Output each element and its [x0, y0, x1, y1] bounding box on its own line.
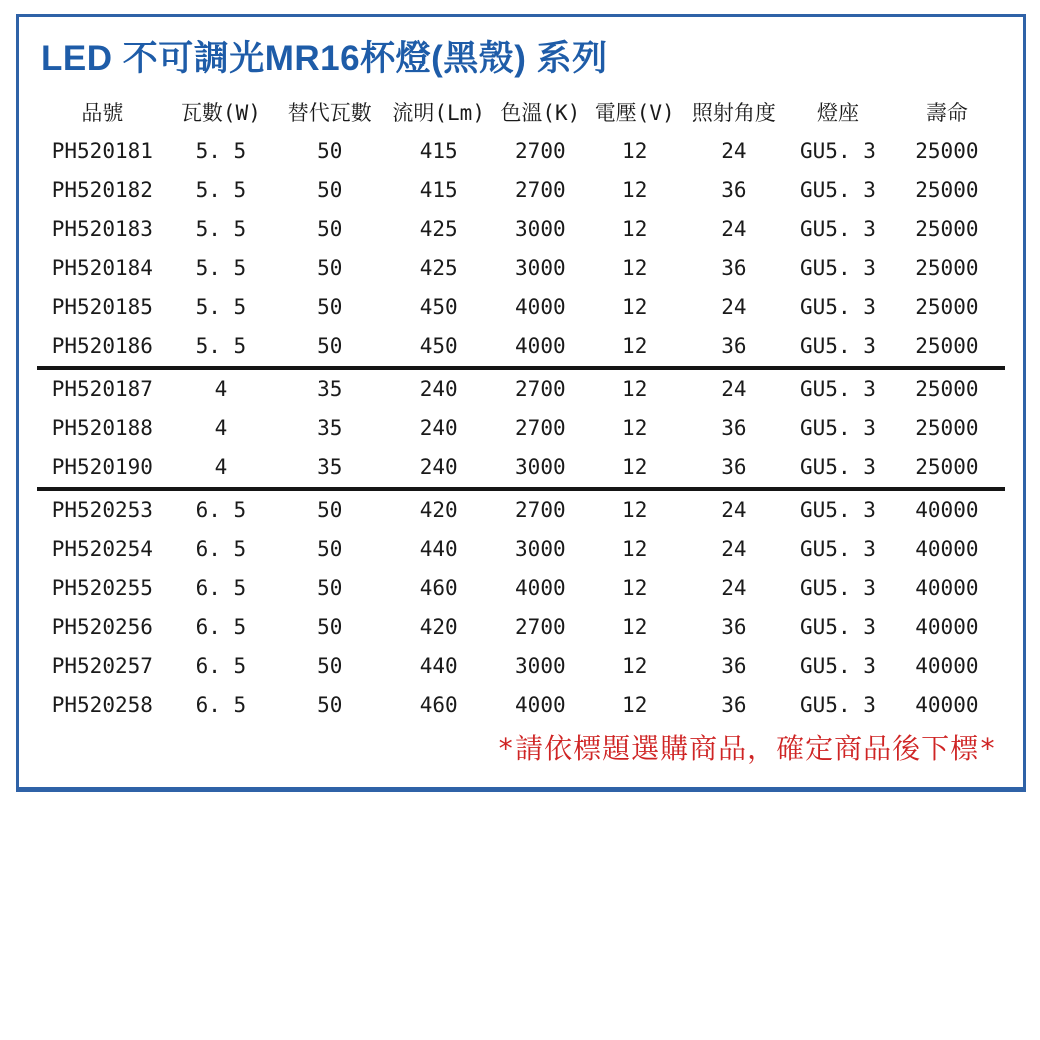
table-cell: 6. 5	[195, 537, 247, 562]
table-cell: GU5. 3	[800, 295, 876, 320]
column-header: 品號	[81, 101, 124, 126]
table-cell: 50	[317, 217, 343, 242]
table-cell: PH520257	[51, 654, 153, 679]
table-row	[37, 210, 1005, 249]
table-cell: PH520182	[51, 178, 153, 203]
table-cell: 25000	[889, 368, 1005, 409]
table-cell: PH520254	[51, 537, 153, 562]
table-row	[37, 249, 1005, 288]
table-cell: GU5. 3	[800, 576, 876, 601]
table-cell: 36	[721, 416, 747, 441]
table-cell: 12	[622, 217, 648, 242]
table-cell: 2700	[492, 489, 589, 530]
page-title: LED 不可調光MR16杯燈(黑殼) 系列	[41, 39, 608, 78]
table-cell: 4000	[515, 334, 566, 359]
column-header: 壽命	[925, 101, 968, 126]
table-cell: 12	[622, 256, 648, 281]
table-cell: 25000	[915, 334, 979, 359]
table-cell: 12	[622, 654, 648, 679]
table-cell: 12	[622, 416, 648, 441]
table-cell: GU5. 3	[800, 139, 876, 164]
table-cell: PH520255	[51, 576, 153, 601]
table-cell: 6. 5	[195, 615, 247, 640]
spec-sheet-panel	[16, 14, 1026, 792]
table-cell: 12	[589, 489, 681, 530]
table-cell: GU5. 3	[800, 217, 876, 242]
table-cell: PH520258	[51, 693, 153, 718]
table-cell: 24	[721, 295, 747, 320]
table-cell: 36	[721, 654, 747, 679]
table-cell: PH520186	[51, 334, 153, 359]
table-cell: 12	[622, 537, 648, 562]
table-cell: 24	[721, 537, 747, 562]
table-cell: 420	[419, 615, 458, 640]
table-cell: 50	[317, 654, 343, 679]
table-cell: 35	[274, 368, 385, 409]
table-cell: 5. 5	[195, 334, 247, 359]
table-cell: PH520190	[51, 455, 153, 480]
table-cell: 4000	[515, 693, 566, 718]
table-cell: 40000	[915, 576, 979, 601]
table-cell: 24	[721, 576, 747, 601]
table-row	[37, 647, 1005, 686]
table-body	[37, 132, 1005, 725]
table-cell: GU5. 3	[800, 537, 876, 562]
table-cell: 240	[419, 416, 458, 441]
column-header: 燈座	[816, 101, 859, 126]
table-cell: 24	[721, 139, 747, 164]
table-cell: 3000	[515, 217, 566, 242]
table-cell: 6. 5	[195, 654, 247, 679]
table-cell: 240	[385, 368, 491, 409]
table-cell: 12	[622, 139, 648, 164]
table-cell: 6. 5	[195, 576, 247, 601]
table-cell: 12	[622, 576, 648, 601]
table-cell: 2700	[515, 178, 566, 203]
table-cell: 25000	[915, 455, 979, 480]
table-cell: 415	[419, 139, 458, 164]
table-cell: 440	[419, 537, 458, 562]
table-cell: GU5. 3	[800, 693, 876, 718]
table-cell: 24	[681, 368, 787, 409]
table-cell: 12	[622, 455, 648, 480]
table-cell: GU5. 3	[800, 455, 876, 480]
table-cell: 450	[419, 334, 458, 359]
table-cell: 3000	[515, 537, 566, 562]
table-cell: 4	[168, 368, 274, 409]
table-cell: GU5. 3	[800, 615, 876, 640]
table-cell: 50	[317, 537, 343, 562]
table-cell: 50	[317, 615, 343, 640]
table-cell: 50	[317, 576, 343, 601]
table-cell: 40000	[915, 654, 979, 679]
table-cell: 12	[622, 178, 648, 203]
table-cell: 3000	[515, 654, 566, 679]
table-cell: 5. 5	[195, 217, 247, 242]
table-header-row	[37, 93, 1005, 132]
table-cell: 3000	[515, 455, 566, 480]
table-cell: 4	[214, 416, 228, 441]
table-cell: 450	[419, 295, 458, 320]
table-cell: 5. 5	[195, 256, 247, 281]
table-cell: 36	[721, 178, 747, 203]
table-row	[37, 530, 1005, 569]
table-row	[37, 132, 1005, 171]
table-cell: 40000	[915, 537, 979, 562]
table-cell: 240	[419, 455, 458, 480]
table-cell: 415	[419, 178, 458, 203]
table-cell: PH520181	[51, 139, 153, 164]
column-header: 替代瓦數	[287, 101, 372, 126]
table-cell: 36	[721, 615, 747, 640]
table-cell: 440	[419, 654, 458, 679]
table-row	[37, 569, 1005, 608]
table-header	[37, 93, 1005, 132]
table-cell: 36	[721, 693, 747, 718]
table-row	[37, 368, 1005, 409]
table-cell: 25000	[915, 178, 979, 203]
table-cell: PH520256	[51, 615, 153, 640]
table-cell: PH520183	[51, 217, 153, 242]
table-cell: 4000	[515, 295, 566, 320]
table-cell: 460	[419, 693, 458, 718]
table-cell: 4000	[515, 576, 566, 601]
table-cell: 420	[385, 489, 491, 530]
table-cell: 50	[317, 693, 343, 718]
table-cell: 3000	[515, 256, 566, 281]
table-cell: 460	[419, 576, 458, 601]
table-cell: GU5. 3	[800, 654, 876, 679]
table-cell: GU5. 3	[787, 368, 889, 409]
table-cell: 25000	[915, 416, 979, 441]
table-row	[37, 686, 1005, 725]
column-header: 流明(Lm)	[392, 101, 485, 126]
table-cell: 425	[419, 217, 458, 242]
table-cell: 12	[622, 295, 648, 320]
column-header: 照射角度	[691, 101, 776, 126]
table-cell: 12	[589, 368, 681, 409]
table-cell: 2700	[492, 368, 589, 409]
table-cell: 50	[317, 178, 343, 203]
table-cell: 25000	[915, 295, 979, 320]
table-cell: 12	[622, 334, 648, 359]
table-cell: 6. 5	[195, 693, 247, 718]
table-cell: 25000	[915, 256, 979, 281]
table-cell: PH520187	[37, 368, 168, 409]
spec-table	[37, 93, 1005, 725]
table-cell: GU5. 3	[787, 489, 889, 530]
column-header: 電壓(V)	[594, 101, 675, 126]
column-header: 瓦數(W)	[180, 101, 261, 126]
table-cell: 425	[419, 256, 458, 281]
table-cell: 50	[317, 334, 343, 359]
table-cell: 50	[317, 256, 343, 281]
table-cell: PH520185	[51, 295, 153, 320]
table-cell: 24	[681, 489, 787, 530]
table-cell: 2700	[515, 416, 566, 441]
table-cell: 5. 5	[195, 139, 247, 164]
table-row	[37, 409, 1005, 448]
table-cell: GU5. 3	[800, 256, 876, 281]
column-header: 色溫(K)	[500, 101, 581, 126]
table-cell: GU5. 3	[800, 334, 876, 359]
table-cell: 2700	[515, 615, 566, 640]
table-cell: 25000	[915, 217, 979, 242]
table-cell: 50	[274, 489, 385, 530]
purchase-note: *請依標題選購商品，確定商品後下標*	[497, 732, 997, 765]
table-row	[37, 171, 1005, 210]
table-cell: 2700	[515, 139, 566, 164]
table-cell: 12	[622, 615, 648, 640]
table-cell: 25000	[915, 139, 979, 164]
table-cell: GU5. 3	[800, 416, 876, 441]
table-cell: PH520253	[37, 489, 168, 530]
table-cell: 4	[214, 455, 228, 480]
table-cell: PH520188	[51, 416, 153, 441]
table-row	[37, 489, 1005, 530]
table-cell: 5. 5	[195, 178, 247, 203]
table-row	[37, 608, 1005, 647]
table-cell: 40000	[889, 489, 1005, 530]
table-cell: GU5. 3	[800, 178, 876, 203]
table-cell: 5. 5	[195, 295, 247, 320]
table-row	[37, 288, 1005, 327]
table-cell: 40000	[915, 615, 979, 640]
table-row	[37, 448, 1005, 489]
table-cell: 50	[317, 295, 343, 320]
table-cell: 36	[721, 334, 747, 359]
table-cell: 40000	[915, 693, 979, 718]
table-cell: 24	[721, 217, 747, 242]
table-cell: 36	[721, 256, 747, 281]
table-cell: 35	[317, 455, 343, 480]
table-cell: PH520184	[51, 256, 153, 281]
table-cell: 35	[317, 416, 343, 441]
table-cell: 50	[317, 139, 343, 164]
table-row	[37, 327, 1005, 368]
table-cell: 6. 5	[168, 489, 274, 530]
table-cell: 12	[622, 693, 648, 718]
table-cell: 36	[721, 455, 747, 480]
